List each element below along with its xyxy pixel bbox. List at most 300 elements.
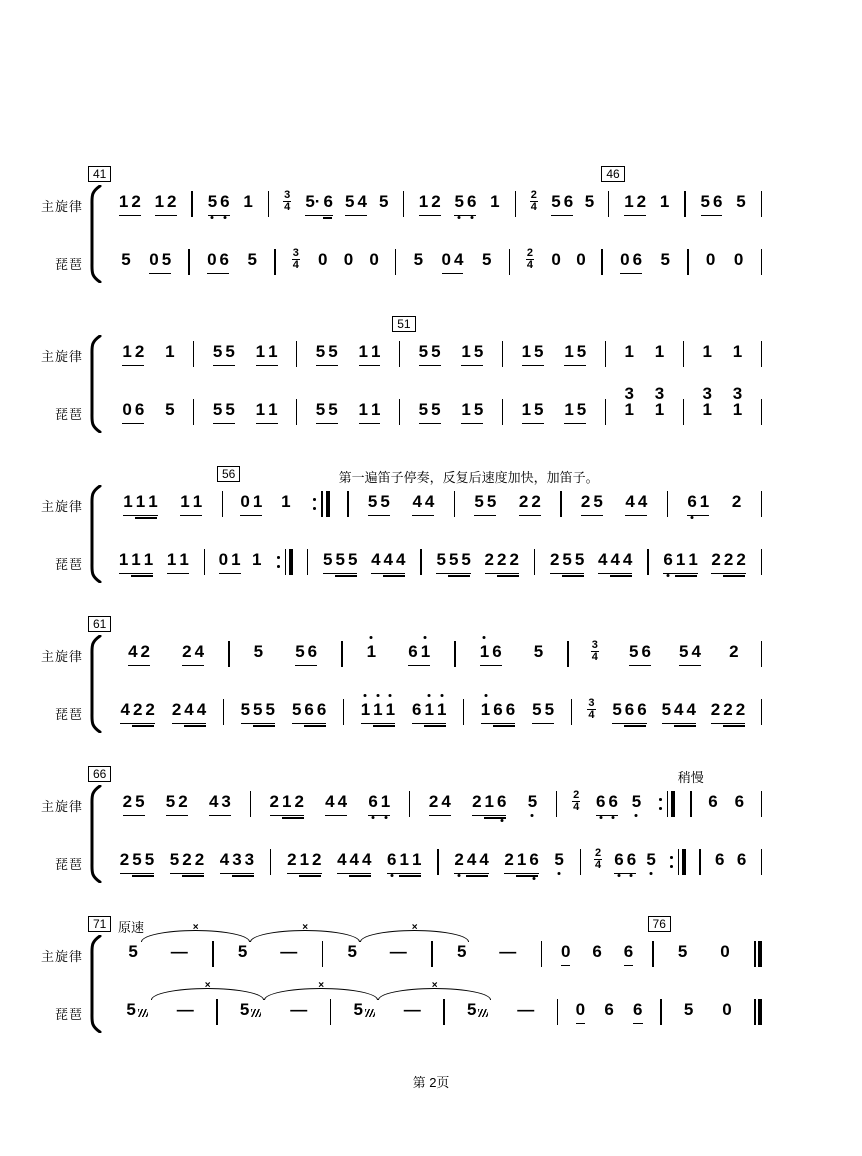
note: 5	[347, 550, 358, 569]
beam	[383, 575, 405, 577]
measure	[338, 470, 599, 518]
note-group	[461, 400, 483, 424]
note: 5	[631, 792, 642, 811]
note-group	[551, 250, 560, 270]
note-group	[633, 1000, 642, 1024]
note: 6	[604, 1000, 614, 1019]
note: 1	[281, 492, 291, 511]
note: 2	[122, 792, 133, 811]
note: 1	[370, 400, 381, 419]
system-brace-icon	[86, 335, 102, 433]
barline	[761, 249, 762, 275]
note	[654, 384, 665, 420]
note: 6	[632, 250, 643, 269]
measure	[194, 342, 296, 368]
measure	[558, 1000, 660, 1026]
note: 1	[654, 342, 665, 361]
note-group	[256, 400, 278, 424]
note: 5	[207, 192, 218, 211]
note: 6	[307, 642, 318, 661]
note: 5	[527, 792, 538, 811]
note-group	[528, 792, 537, 812]
note: 5	[378, 192, 389, 211]
measure-number-badge: 51	[392, 316, 415, 332]
note: 6	[304, 700, 314, 719]
note-group	[123, 492, 157, 516]
note-group	[316, 400, 338, 424]
note: 6	[492, 642, 502, 661]
measure	[439, 850, 580, 876]
note: 5	[431, 400, 441, 419]
note-group	[359, 342, 381, 366]
note: 2	[504, 850, 514, 869]
note: 6	[412, 700, 422, 719]
note: 4	[637, 492, 648, 511]
measure	[93, 617, 228, 668]
note: 5	[144, 850, 155, 869]
measure	[569, 639, 761, 668]
measure	[104, 250, 188, 276]
note-group	[252, 550, 261, 570]
tie-arc	[141, 922, 251, 942]
note: —	[176, 1000, 194, 1019]
measure	[331, 1000, 443, 1026]
measure	[104, 400, 193, 426]
note: 5	[212, 400, 223, 419]
note: 5	[481, 250, 492, 269]
note: 5	[212, 342, 223, 361]
note: 4	[208, 792, 219, 811]
note: 1	[659, 192, 670, 211]
note: 4	[184, 700, 194, 719]
stave	[93, 617, 762, 668]
note-group	[612, 700, 646, 724]
measure	[400, 400, 502, 426]
note-group	[646, 850, 655, 870]
note: 1	[516, 850, 527, 869]
note-group	[344, 250, 353, 270]
barline	[285, 549, 287, 575]
note-group	[715, 850, 724, 870]
measure	[194, 400, 296, 426]
note: 1	[268, 342, 278, 361]
chord-top-note: 3	[624, 384, 634, 403]
note-group	[654, 384, 665, 420]
note: 6	[466, 192, 477, 211]
note-group	[419, 400, 441, 424]
system-brace-icon	[86, 185, 102, 283]
note-group	[270, 792, 304, 816]
note: —	[170, 942, 188, 961]
note: 5	[661, 700, 672, 719]
measure-number-badge: 46	[601, 166, 624, 182]
note-group	[474, 492, 496, 516]
note-group	[240, 492, 262, 516]
note: 5	[473, 400, 484, 419]
note-group	[119, 192, 141, 216]
note: 5	[315, 342, 326, 361]
note-group	[238, 942, 247, 962]
note-group	[708, 792, 717, 812]
stave	[104, 467, 762, 518]
note-group	[167, 550, 189, 574]
measure	[221, 467, 347, 518]
note-group	[412, 492, 434, 516]
chord: 3 1	[654, 384, 665, 419]
note: 5	[700, 192, 710, 211]
note: 4	[128, 642, 138, 661]
note: 1	[624, 342, 634, 361]
note-group	[687, 492, 709, 516]
note: 4	[196, 700, 207, 719]
note: 2	[269, 792, 279, 811]
note-group	[504, 850, 538, 874]
note-group	[663, 550, 697, 574]
note: 0	[369, 250, 379, 269]
note: 6	[323, 192, 333, 211]
note-group	[404, 1000, 421, 1020]
note: 6	[219, 250, 229, 269]
note-group	[123, 792, 145, 816]
note: 0	[561, 942, 571, 961]
note: 5	[380, 492, 390, 511]
barline	[667, 791, 669, 817]
note-group	[387, 850, 421, 874]
note: 5	[454, 192, 464, 211]
note-group	[729, 642, 738, 662]
note: 5	[562, 550, 572, 569]
note: 6	[493, 700, 503, 719]
note: 5	[344, 192, 355, 211]
note: 1	[360, 700, 371, 719]
note: 5	[467, 1000, 488, 1020]
measure	[276, 247, 395, 276]
note-group	[576, 1000, 585, 1024]
note-group	[243, 192, 252, 212]
note: 5	[612, 700, 622, 719]
barline	[761, 791, 762, 817]
tremolo-icon	[365, 1009, 375, 1017]
note: 2	[736, 550, 746, 569]
note: 1	[521, 400, 532, 419]
repeat-sign	[670, 849, 686, 875]
note: 1	[366, 642, 377, 661]
stave	[93, 767, 762, 818]
repeat-dots	[313, 498, 316, 510]
stave-label-pipa: 琵琶	[54, 556, 83, 572]
note-group	[581, 492, 603, 516]
note-group	[736, 192, 745, 212]
note: 5	[328, 400, 338, 419]
note: 5	[660, 250, 670, 269]
note-group	[461, 342, 483, 366]
measure	[422, 550, 534, 576]
note: 4	[383, 550, 393, 569]
barline	[761, 849, 762, 875]
note: 1	[490, 192, 500, 211]
note: 4	[362, 850, 372, 869]
note: 4	[686, 700, 696, 719]
note-group	[629, 642, 651, 666]
measure	[297, 400, 399, 426]
measure	[396, 250, 508, 276]
note-group	[596, 792, 618, 816]
barline	[761, 399, 762, 425]
note-group	[620, 250, 642, 274]
note-group	[149, 250, 171, 274]
tremolo-icon	[251, 1009, 261, 1017]
beam	[610, 575, 632, 577]
note: 0	[551, 250, 561, 269]
music-system	[0, 617, 862, 726]
note: 1	[180, 492, 190, 511]
note: 2	[723, 550, 734, 569]
note-group	[281, 492, 290, 512]
barline	[289, 549, 293, 575]
beam	[184, 725, 206, 727]
note: 1	[411, 850, 422, 869]
beam	[135, 517, 157, 519]
note-group	[624, 384, 634, 420]
measure	[104, 550, 204, 576]
note-group	[128, 942, 137, 962]
note: 2	[132, 700, 143, 719]
measure	[542, 942, 652, 968]
note: 1	[370, 342, 381, 361]
note: 5	[353, 1000, 374, 1020]
note: 6	[614, 850, 624, 869]
chord-top-note: 3	[702, 384, 712, 403]
tie-arc	[264, 980, 378, 1000]
note: 1	[358, 400, 368, 419]
note-group	[121, 250, 130, 270]
time-signature: $\frac{3}{4}$	[591, 639, 598, 663]
note-group	[209, 792, 231, 816]
chord: 3 1	[702, 384, 712, 419]
note: 5	[736, 192, 746, 211]
note: 5	[240, 1000, 261, 1020]
note-group	[737, 850, 746, 870]
beam	[304, 725, 326, 727]
note: 6	[387, 850, 397, 869]
system-brace-icon	[86, 785, 102, 883]
beam	[323, 217, 332, 219]
measure	[562, 492, 667, 518]
measure	[535, 550, 647, 576]
measure	[503, 342, 605, 368]
barline	[761, 641, 762, 667]
note-group	[576, 250, 585, 270]
note: 2	[531, 492, 541, 511]
note: 5	[448, 550, 459, 569]
note: 2	[119, 850, 130, 869]
note: 4	[597, 550, 608, 569]
note: 1	[192, 492, 203, 511]
note-group	[532, 700, 554, 724]
note: 6	[563, 192, 574, 211]
note: 1	[123, 492, 133, 511]
note: 4	[479, 850, 489, 869]
measure	[445, 1000, 557, 1026]
note: —	[280, 942, 298, 961]
measure	[689, 250, 761, 276]
note: —	[290, 1000, 308, 1019]
stave-label-melody: 主旋律	[40, 798, 83, 814]
note-group	[722, 1000, 731, 1020]
note-group	[436, 550, 470, 574]
tremolo-icon	[138, 1009, 148, 1017]
note: 1	[564, 400, 574, 419]
note-group	[323, 550, 357, 574]
note: 6	[497, 792, 507, 811]
stave	[104, 980, 762, 1026]
tie-arc	[360, 922, 470, 942]
measure-number-badge: 66	[88, 766, 111, 782]
note: 4	[396, 550, 406, 569]
beam	[562, 575, 584, 577]
stave-label-pipa: 琵琶	[54, 706, 83, 722]
note: 4	[424, 492, 435, 511]
note: 4	[325, 792, 335, 811]
measure	[606, 167, 684, 218]
note-group	[702, 384, 712, 420]
note-group	[367, 642, 376, 662]
system-brace-icon	[86, 935, 102, 1033]
stave-label-pipa: 琵琶	[54, 856, 83, 872]
measure	[104, 492, 222, 518]
note: 1	[268, 400, 278, 419]
note: 2	[518, 492, 529, 511]
note: 5	[225, 342, 235, 361]
note: 4	[466, 850, 477, 869]
note: 4	[337, 792, 348, 811]
measure	[104, 850, 270, 876]
measure	[214, 942, 322, 968]
time-signature: $\frac{2}{4}$	[526, 247, 533, 271]
note: 5	[265, 700, 275, 719]
tremolo-icon	[478, 1009, 488, 1017]
note: 2	[171, 700, 182, 719]
tie-x-mark: ×	[204, 980, 211, 991]
tie-arc	[378, 980, 492, 1000]
note: 5	[161, 250, 172, 269]
beam	[493, 725, 515, 727]
note-group	[361, 700, 395, 724]
stave-label-pipa: 琵琶	[54, 256, 83, 272]
note: 2	[194, 850, 205, 869]
note: 5	[418, 342, 429, 361]
note: —	[403, 1000, 421, 1019]
note-group	[128, 642, 150, 666]
measure	[104, 1000, 216, 1026]
note: 5	[551, 192, 561, 211]
note: 6	[596, 792, 606, 811]
note: 2	[294, 792, 304, 811]
repeat-sign	[659, 791, 675, 817]
note: 6	[663, 550, 673, 569]
note: 6	[220, 192, 230, 211]
note-group	[485, 550, 519, 574]
note: 2	[496, 550, 507, 569]
note-group	[585, 192, 594, 212]
note: 4	[371, 550, 381, 569]
note: 2	[140, 642, 150, 661]
measure	[652, 917, 755, 968]
note-group	[519, 492, 541, 516]
time-signature: $\frac{2}{4}$	[530, 189, 537, 213]
note-group	[632, 792, 641, 812]
note-group	[295, 642, 317, 666]
note: 5	[544, 700, 555, 719]
note: 4	[625, 492, 635, 511]
note: 1	[385, 700, 396, 719]
note-group	[702, 342, 711, 362]
note-group	[359, 400, 381, 424]
note-group	[177, 1000, 194, 1020]
measure	[104, 342, 193, 368]
beam	[674, 725, 696, 727]
note: 4	[691, 642, 701, 661]
beam	[349, 875, 371, 877]
note: 6	[734, 792, 745, 811]
note: 6	[368, 792, 378, 811]
time-signature: $\frac{3}{4}$	[284, 189, 291, 213]
measure	[308, 550, 420, 576]
note: 2	[729, 642, 739, 661]
note: 0	[620, 250, 630, 269]
note: 1	[243, 192, 253, 211]
note: 1	[166, 550, 177, 569]
note: 0	[733, 250, 744, 269]
note: 6	[316, 700, 327, 719]
measure	[503, 400, 605, 426]
note: 5	[335, 550, 345, 569]
stave	[93, 167, 762, 218]
note: 2	[178, 792, 188, 811]
barline	[678, 849, 680, 875]
note: 5	[456, 942, 467, 961]
note: 0	[722, 1000, 732, 1019]
note: 1	[436, 700, 447, 719]
repeat-dots	[277, 556, 280, 568]
measure	[297, 342, 399, 368]
note: 5	[237, 942, 248, 961]
note: 3	[244, 850, 255, 869]
note	[702, 384, 712, 420]
barline	[761, 549, 762, 575]
stave-label-melody: 主旋律	[40, 498, 83, 514]
note: 5	[240, 700, 251, 719]
note: 2	[509, 550, 519, 569]
measure	[205, 550, 307, 576]
note-group	[662, 700, 696, 724]
note: 2	[431, 192, 441, 211]
note: 1	[154, 192, 165, 211]
note-group	[706, 250, 715, 270]
tempo-annotation: 第一遍笛子停奏，反复后速度加快，加笛子。	[338, 470, 599, 485]
stave-label-melody: 主旋律	[40, 648, 83, 664]
measure	[433, 942, 541, 968]
note: 1	[118, 550, 129, 569]
measure	[510, 247, 601, 276]
note: 6	[505, 700, 516, 719]
beam	[723, 725, 745, 727]
note-group	[734, 250, 743, 270]
note: 5	[679, 642, 689, 661]
measure	[344, 700, 463, 726]
note-group	[732, 384, 743, 420]
note-group	[661, 250, 670, 270]
